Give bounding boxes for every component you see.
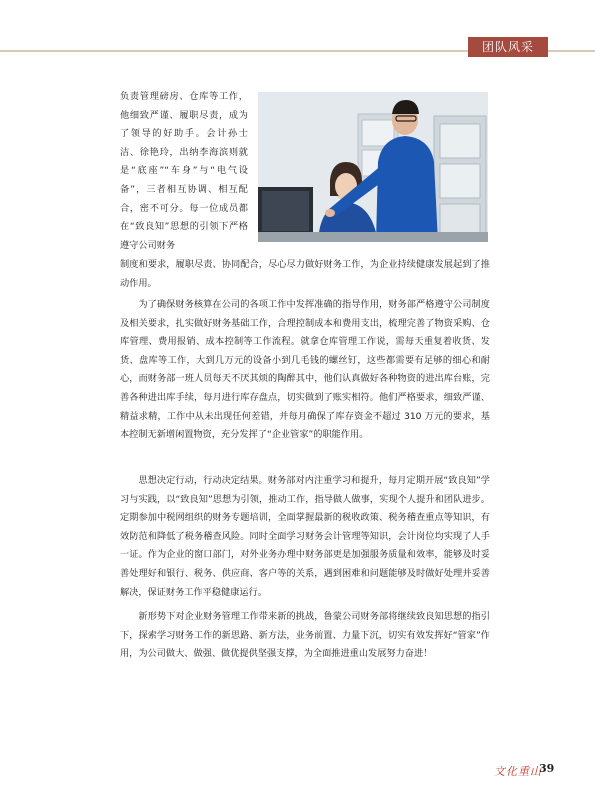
paragraph-2: 为了确保财务核算在公司的各项工作中发挥准确的指导作用，财务部严格遵守公司制度及相关要求，扎实做好财务基础工作，合理控制成本和费用支出，梳理完善了物资采购、仓库管理、费用报销、成本控制等工作流程。就拿仓库管理工作说，需每天重复着收货、发货、盘库等工作，大到几万元的设备小到几毛钱的螺丝钉，这些都需要有足够的细心和耐心，而财务部一班人员每天不厌其烦的陶醉其中，他们认真做好各种物资的进出库台账，完善各种进出库手续，每月进行库存盘点，切实做到了账实相符。他们严格要求，细致严谨、精益求精，工作中从未出现任何差错，并每月确保了库存资金不超过 310 万元的要求，基本控制无新增闲置物资，充分发挥了“企业管家”的职能作用。 <box>120 299 490 441</box>
paragraph-3: 思想决定行动，行动决定结果。财务部对内注重学习和提升，每月定期开展“致良知”学习与实践，以“致良知”思想为引领，推动工作，指导做人做事，实现个人提升和团队进步。定期参加中税网组织的财务专题培训，全面掌握最新的税收政策、税务稽查重点等知识，有效防范和降低了税务稽查风险。同时全面学习财务会计管理等知识，会计岗位均实现了人手一证。作为企业的窗口部门，对外业务办理中财务部更是加强服务质量和效率，能够及时妥善处理好和银行、税务、供应商、客户等的关系，遇到困难和问题能够及时做好处理并妥善解决，保证财务工作平稳健康运行。 <box>120 475 490 598</box>
paragraph-1-continued: 制度和要求，履职尽责、协同配合，尽心尽力做好财务工作，为企业持续健康发展起到了推动作用。 <box>120 259 490 289</box>
section-label: 团队风采 <box>468 37 548 57</box>
magazine-logo: 文化重山 <box>494 765 542 778</box>
office-scene-illustration <box>258 92 488 242</box>
paragraph-1-beside-photo: 负责管理磅房、仓库等工作，他细致严谨、履职尽责，成为了领导的好助手。会计孙士洁、徐艳玲，出纳李海滨则就是“底座”“车身”与“电气设备”，三者相互协调、相互配合，密不可分。每一位成员都在“致良知”思想的引领下严格遵守公司财务 <box>120 91 248 251</box>
team-photo <box>258 92 488 242</box>
page-number: 39 <box>539 762 555 775</box>
paragraph-4: 新形势下对企业财务管理工作带来新的挑战，鲁蒙公司财务部将继续致良知思想的指引下，探索学习财务工作的新思路、新方法，业务前置、力量下沉，切实有效发挥好“管家”作用，为公司做大、做强、做优提供坚强支撑，为全面推进重山发展努力奋进！ <box>120 611 490 660</box>
